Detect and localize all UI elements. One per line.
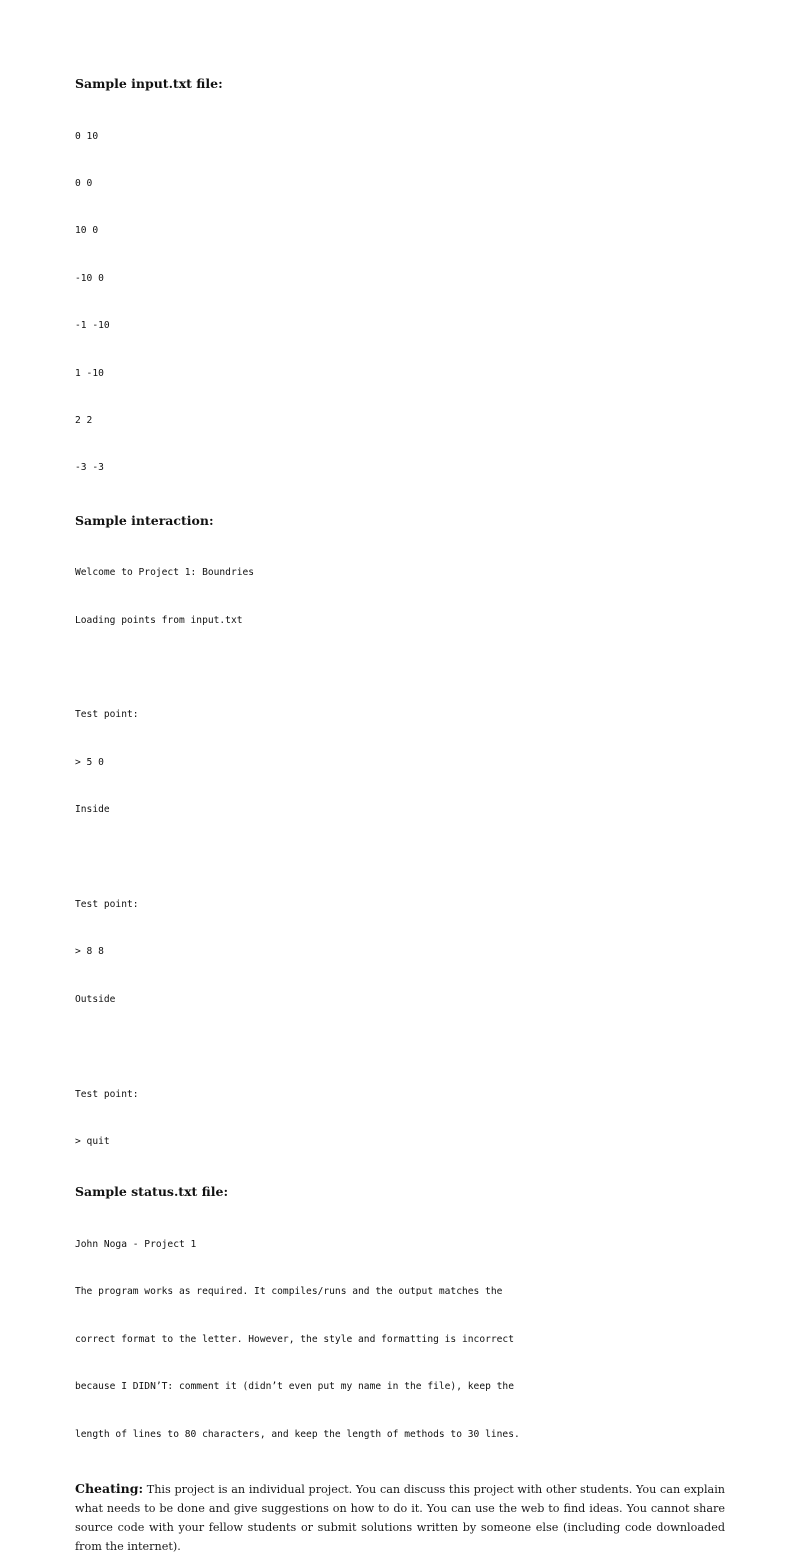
input-file-code-block — [75, 97, 725, 508]
cheating-paragraph — [75, 1479, 725, 1556]
code-line: The program works as required. It compiles/runs and the output matches the — [75, 1286, 503, 1298]
code-line: Welcome to Project 1: Boundries — [75, 567, 255, 579]
code-line: > quit — [75, 1136, 110, 1147]
code-line: Inside — [75, 804, 110, 816]
interaction-heading: Sample interaction: — [75, 512, 214, 528]
blank-line — [75, 1039, 725, 1055]
status-file-code-block — [75, 1205, 725, 1474]
code-line: 0 0 — [75, 177, 93, 189]
cheating-text: This project is an individual project. You can discuss this project with other students. You can explain what needs to be done and give suggestions on how to do it. You can use the web to find ideas. You cannot share source code with your fellow students or submit solutions written by someone else (including code downloaded from the internet). — [75, 1482, 725, 1553]
cheating-title: Cheating: — [75, 1480, 144, 1496]
input-file-heading: Sample input.txt file: — [75, 76, 223, 91]
code-line: Loading points from input.txt — [75, 614, 243, 626]
code-line: 1 -10 — [75, 367, 104, 379]
status-file-heading: Sample status.txt file: — [75, 1184, 229, 1200]
blank-line — [75, 660, 725, 676]
code-line: Test point: — [75, 1088, 139, 1100]
code-line: 0 10 — [75, 130, 99, 142]
code-line: > 8 8 — [75, 946, 104, 958]
code-line: -1 -10 — [75, 320, 110, 332]
code-line: 10 0 — [75, 225, 99, 237]
code-line: -3 -3 — [75, 462, 104, 474]
code-line: > 5 0 — [75, 756, 104, 768]
code-line: length of lines to 80 characters, and keep the length of methods to 30 lines. — [75, 1428, 520, 1440]
interaction-code-block — [75, 534, 725, 1182]
code-line: Test point: — [75, 899, 139, 911]
code-line: -10 0 — [75, 272, 104, 284]
blank-line — [75, 850, 725, 866]
code-line: 2 2 — [75, 414, 93, 426]
document-page — [75, 76, 725, 1556]
code-line: because I DIDN’T: comment it (didn’t even put my name in the file), keep the — [75, 1381, 514, 1393]
code-line: Test point: — [75, 709, 139, 721]
code-line: John Noga - Project 1 — [75, 1238, 197, 1250]
code-line: Outside — [75, 993, 116, 1005]
code-line: correct format to the letter. However, the style and formatting is incorrect — [75, 1333, 514, 1345]
